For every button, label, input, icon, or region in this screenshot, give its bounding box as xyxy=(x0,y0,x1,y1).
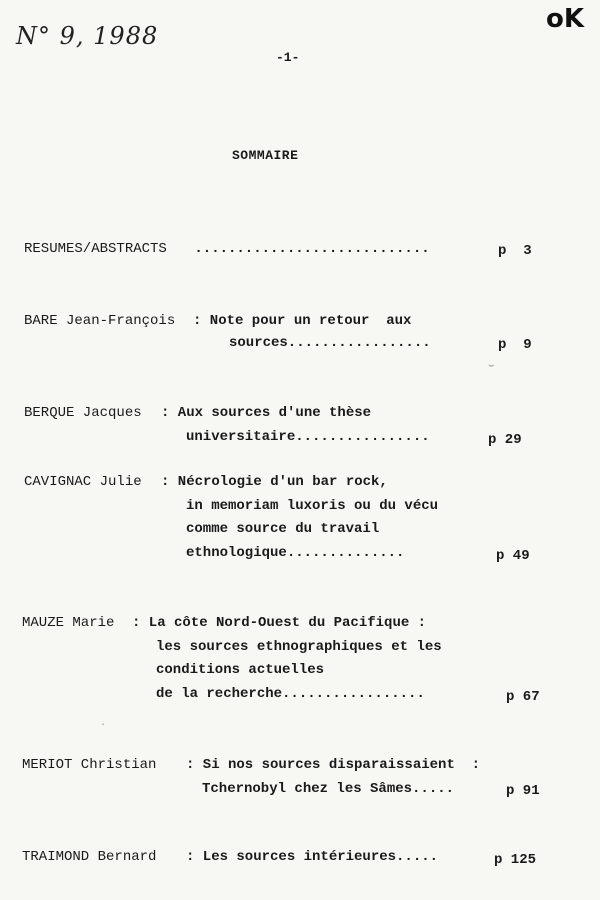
toc-page: p 9 xyxy=(498,337,532,353)
toc-line: comme source du travail xyxy=(186,521,380,537)
toc-page: p 67 xyxy=(506,689,540,705)
toc-line: les sources ethnographiques et les xyxy=(156,639,442,655)
toc-line: : Les sources intérieures..... xyxy=(186,849,439,865)
toc-page: p 125 xyxy=(494,852,537,868)
toc-line: : Note pour un retour aux xyxy=(193,313,412,329)
toc-line: universitaire................ xyxy=(186,429,430,445)
toc-page: p 91 xyxy=(506,783,540,799)
toc-line: conditions actuelles xyxy=(156,662,325,678)
toc-author: CAVIGNAC Julie xyxy=(24,474,142,490)
toc-author: RESUMES/ABSTRACTS xyxy=(24,241,167,257)
page-number: -1- xyxy=(276,50,300,65)
toc-line: ethnologique.............. xyxy=(186,545,405,561)
handwritten-ok-mark: oK xyxy=(546,4,585,34)
toc-author: MAUZE Marie xyxy=(22,615,115,631)
toc-author: TRAIMOND Bernard xyxy=(22,849,157,865)
toc-line: : Si nos sources disparaissaient : xyxy=(186,757,481,773)
toc-page: p 49 xyxy=(496,548,530,564)
scan-mark: · xyxy=(100,720,107,731)
toc-page: p 3 xyxy=(498,243,532,259)
toc-author: BARE Jean-François xyxy=(24,313,176,329)
toc-line: : Nécrologie d'un bar rock, xyxy=(161,474,388,490)
toc-line: : Aux sources d'une thèse xyxy=(161,405,372,421)
toc-line: sources................. xyxy=(229,335,431,351)
toc-author: MERIOT Christian xyxy=(22,757,157,773)
handwritten-issue-note: N° 9, 1988 xyxy=(16,22,159,50)
toc-line: ............................ xyxy=(186,241,430,257)
toc-author: BERQUE Jacques xyxy=(24,405,142,421)
toc-line: de la recherche................. xyxy=(156,686,425,702)
toc-page: p 29 xyxy=(488,432,522,448)
toc-line: in memoriam luxoris ou du vécu xyxy=(186,498,439,514)
toc-line: Tchernobyl chez les Sâmes..... xyxy=(202,781,455,797)
toc-line: : La côte Nord-Ouest du Pacifique : xyxy=(132,615,427,631)
scan-mark: ⌣ xyxy=(488,361,495,372)
page-title: SOMMAIRE xyxy=(232,148,299,163)
